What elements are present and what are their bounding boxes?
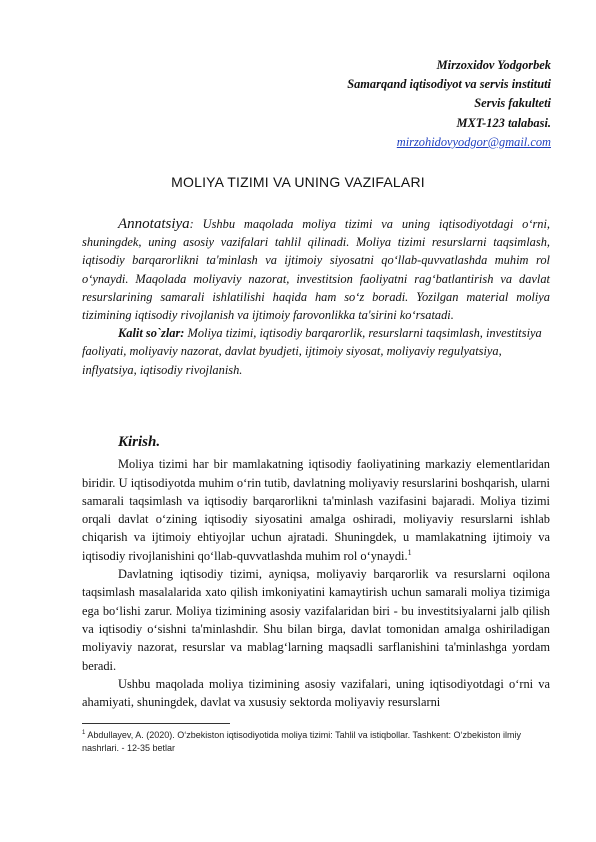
- footnote-divider: [82, 723, 230, 724]
- intro-paragraph-2: Davlatning iqtisodiy tizimi, ayniqsa, moliyaviy barqarorlik va resurslarni oqilona taqsimlash masalalarida xato qilish imkoniyatini kamaytirish uchun samarali moliya tizimiga ega bo‘lishi zarur. Moliya tizimining asosiy vazifalaridan biri - bu investitsiyalarni jalb qilish va iqtisodiy o‘sishni ta'minlashdir. Shu bilan birga, davlat tomonidan amalga oshiriladigan moliyaviy nazorat, resurslar va mablag‘larning maqsadli sarflanishini ta'minlashga yordam beradi.: [82, 567, 550, 673]
- author-faculty: Servis fakulteti: [474, 96, 551, 111]
- author-group: MXT-123 talabasi.: [456, 115, 551, 130]
- paper-title: MOLIYA TIZIMI VA UNING VAZIFALARI: [171, 174, 425, 190]
- abstract-text: : Ushbu maqolada moliya tizimi va uning iqtisodiyotdagi o‘rni, shuningdek, uning asosiy vazifalari tahlil qilinadi. Moliya tizimi resurslarni taqsimlash, iqtisodiy barqarorlikni ta'minlash va ijtimoiy siyosatni qo‘llab-quvvatlashda muhim rol o‘ynaydi. Maqolada moliyaviy nazorat, investitsion faoliyatni rag‘batlantirish va davlat resurslarining samarali ishlatilishi haqida ham so‘z boradi. Yozilgan material moliya tizimining iqtisodiy rivojlanish va ijtimoiy farovonlikka ta'sirini ko‘rsatadi.: [82, 217, 550, 323]
- intro-paragraph-3: Ushbu maqolada moliya tizimining asosiy vazifalari, uning iqtisodiyotdagi o‘rni va ahamiyati, shuningdek, davlat va xususiy sektorda moliyaviy resurslarni: [82, 676, 550, 710]
- abstract-section: [82, 215, 550, 379]
- author-name: Mirzoxidov Yodgorbek: [436, 58, 551, 72]
- author-block: [191, 56, 551, 152]
- author-institution: Samarqand iqtisodiyot va servis instituti: [347, 77, 551, 92]
- introduction-heading: Kirish.: [118, 434, 161, 450]
- abstract-label: Annotatsiya: [118, 216, 190, 232]
- footnote: [82, 729, 552, 754]
- author-email-link[interactable]: mirzohidovyodgor@gmail.com: [396, 134, 551, 149]
- keywords-label: Kalit so`zlar:: [118, 326, 185, 341]
- footnote-reference[interactable]: 1: [407, 547, 412, 557]
- footnote-mark: 1: [82, 730, 86, 736]
- footnote-text: Abdullayev, A. (2020). O‘zbekiston iqtisodiyotida moliya tizimi: Tahlil va istiqbollar. Tashkent: O‘zbekiston ilmiy nashrlari. - 12-35 betlar: [82, 730, 522, 753]
- intro-paragraph-1: Moliya tizimi har bir mamlakatning iqtisodiy faoliyatining markaziy elementlaridan biridir. U iqtisodiyotda muhim o‘rin tutib, davlatning moliyaviy resurslarini boshqarish, ularni samarali taqsimlash va iqtisodiy barqarorlikni ta'minlash vazifasini bajaradi. Moliya tizimi orqali davlat o‘zining iqtisodiy siyosatini amalga oshiradi, moliyaviy resurslarni ishlab chiqarish va ijtimoiy ehtiyojlar uchun ajratadi. Shuningdek, u mamlakatning ijtimoiy va iqtisodiy rivojlanishini qo‘llab-quvvatlashda muhim rol o‘ynaydi.: [82, 457, 550, 563]
- keywords-text: Moliya tizimi, iqtisodiy barqarorlik, resurslarni taqsimlash, investitsiya faoliyati, moliyaviy nazorat, davlat byudjeti, ijtimoiy siyosat, moliyaviy regulyatsiya, inflyatsiya, iqtisodiy rivojlanish.: [82, 326, 542, 377]
- introduction-section: [82, 433, 550, 711]
